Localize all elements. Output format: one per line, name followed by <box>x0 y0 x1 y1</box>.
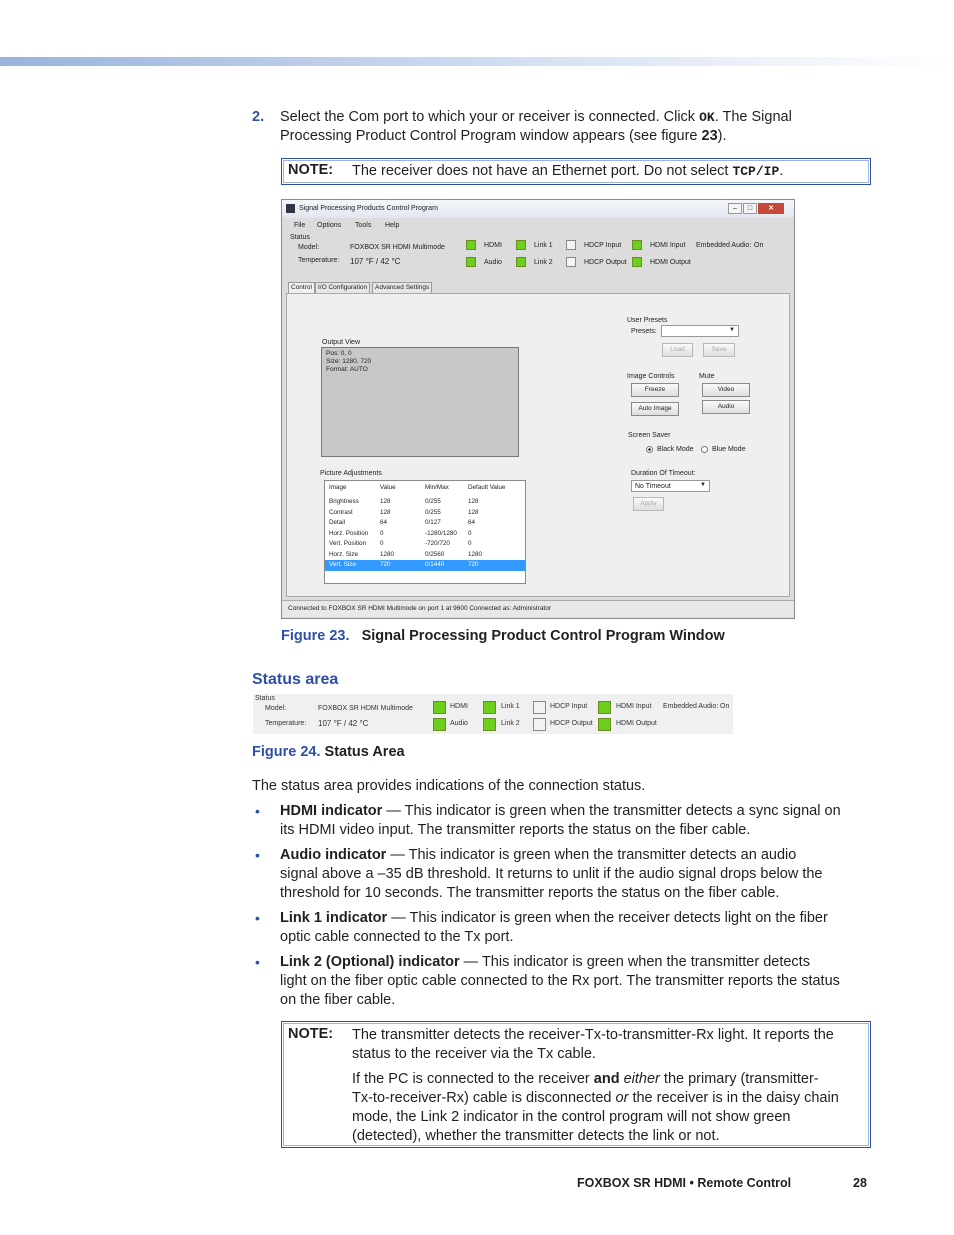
apply-button[interactable]: Apply <box>633 497 664 511</box>
app-icon <box>286 204 295 213</box>
model-value: FOXBOX SR HDMI Multimode <box>318 705 413 712</box>
freeze-button[interactable]: Freeze <box>631 383 679 397</box>
note-line: If the PC is connected to the receiver and either the primary (transmitter- <box>352 1071 819 1087</box>
link1-led <box>483 701 496 714</box>
list-item-line: on the fiber cable. <box>280 992 396 1008</box>
link1-label: Link 1 <box>534 242 553 249</box>
audio-led <box>433 718 446 731</box>
temperature-value: 107 °F / 42 °C <box>318 719 369 728</box>
window-titlebar <box>282 200 794 218</box>
hdcp-input-label: HDCP Input <box>550 703 588 710</box>
temperature-label: Temperature: <box>298 257 340 264</box>
maximize-icon[interactable]: □ <box>743 203 757 214</box>
mute-label: Mute <box>699 373 715 380</box>
note-line: status to the receiver via the Tx cable. <box>352 1046 596 1062</box>
hdmi-input-led <box>632 240 642 250</box>
black-mode-radio[interactable] <box>646 446 653 453</box>
mute-video-button[interactable]: Video <box>702 383 750 397</box>
list-item-line: signal above a –35 dB threshold. It returns to unlit if the audio signal drops below the <box>280 866 823 882</box>
model-label: Model: <box>298 244 320 251</box>
output-format: Format: AUTO <box>326 366 368 373</box>
temperature-value: 107 °F / 42 °C <box>350 257 401 266</box>
menu-options[interactable]: Options <box>317 222 342 229</box>
tab-control[interactable]: Control <box>288 282 315 294</box>
hdmi-output-led <box>598 718 611 731</box>
mute-audio-button[interactable]: Audio <box>702 400 750 414</box>
embedded-audio-value: On <box>754 242 764 249</box>
timeout-dropdown[interactable]: No Timeout ▼ <box>631 480 710 492</box>
output-view-label: Output View <box>322 339 361 346</box>
window-title: Signal Processing Products Control Program <box>299 205 438 212</box>
note-box <box>281 1021 871 1148</box>
hdcp-output-label: HDCP Output <box>550 720 593 727</box>
chevron-down-icon: ▼ <box>729 327 735 333</box>
blue-mode-label: Blue Mode <box>712 446 746 453</box>
footer-product: FOXBOX SR HDMI • Remote Control <box>577 1176 792 1190</box>
table-header: Image Value Min/Max Default Value <box>329 484 506 491</box>
save-button[interactable]: Save <box>703 343 735 357</box>
picture-adjustments-table[interactable] <box>324 480 526 584</box>
tab-io-configuration[interactable]: I/O Configuration <box>315 282 370 294</box>
minimize-icon[interactable]: – <box>728 203 742 214</box>
hdcp-output-led <box>566 257 576 267</box>
hdmi-input-label: HDMI Input <box>650 242 686 249</box>
hdmi-input-label: HDMI Input <box>616 703 652 710</box>
list-item: Link 1 indicator — This indicator is green when the receiver detects light on the fiber <box>280 910 828 926</box>
header-bar <box>0 57 954 66</box>
model-label: Model: <box>265 705 287 712</box>
hdcp-output-label: HDCP Output <box>584 259 627 266</box>
hdmi-label: HDMI <box>450 703 468 710</box>
output-pos: Pos: 0, 0 <box>326 350 352 357</box>
hdcp-output-led <box>533 718 546 731</box>
hdmi-input-led <box>598 701 611 714</box>
table-row[interactable]: Detail 64 0/127 64 <box>329 519 476 526</box>
note-line: mode, the Link 2 indicator in the control program will not show green <box>352 1109 791 1125</box>
temperature-label: Temperature: <box>265 720 307 727</box>
output-view-canvas[interactable] <box>321 347 519 457</box>
note-label: NOTE: <box>288 162 334 178</box>
link1-label: Link 1 <box>501 703 520 710</box>
embedded-audio-label: Embedded Audio: <box>663 703 719 710</box>
list-item-line: threshold for 10 seconds. The transmitter reports the status on the fiber cable. <box>280 885 780 901</box>
hdmi-led <box>466 240 476 250</box>
window-statusbar <box>282 600 794 617</box>
table-row[interactable]: Horz. Position 0 -1280/1280 0 <box>329 529 472 537</box>
audio-led <box>466 257 476 267</box>
status-label: Status <box>255 695 275 702</box>
status-label: Status <box>290 234 310 241</box>
note-line: The transmitter detects the receiver-Tx-to-transmitter-Rx light. It reports the <box>352 1027 834 1043</box>
embedded-audio-value: On <box>720 703 730 710</box>
table-row-selected[interactable]: Vert. Size 720 0/1440 720 <box>325 560 525 571</box>
presets-label: Presets: <box>631 328 657 335</box>
auto-image-button[interactable]: Auto Image <box>631 402 679 416</box>
link2-led <box>516 257 526 267</box>
image-controls-label: Image Controls <box>627 373 675 380</box>
audio-label: Audio <box>450 720 468 727</box>
step-text-line2: Processing Product Control Program window appears (see figure 23). <box>280 128 727 144</box>
hdmi-output-led <box>632 257 642 267</box>
picture-adjustments-label: Picture Adjustments <box>320 470 382 477</box>
bullet-icon: • <box>255 847 260 863</box>
link1-led <box>516 240 526 250</box>
statusbar-text: Connected to FOXBOX SR HDMI Multimode on port 1 at 9600 Connected as: Administrator <box>288 605 552 612</box>
blue-mode-radio[interactable] <box>701 446 708 453</box>
hdmi-label: HDMI <box>484 242 502 249</box>
list-item: HDMI indicator — This indicator is green when the transmitter detects a sync signal on <box>280 803 841 819</box>
hdcp-input-led <box>533 701 546 714</box>
hdmi-output-label: HDMI Output <box>650 259 691 266</box>
hdmi-output-label: HDMI Output <box>616 720 657 727</box>
black-mode-label: Black Mode <box>657 446 694 453</box>
model-value: FOXBOX SR HDMI Multimode <box>350 244 445 251</box>
bullet-icon: • <box>255 954 260 970</box>
screen-saver-label: Screen Saver <box>628 432 671 439</box>
note-text: The receiver does not have an Ethernet port. Do not select TCP/IP. <box>352 163 784 179</box>
status-area-image <box>253 694 733 734</box>
menu-tools[interactable]: Tools <box>355 222 372 229</box>
tab-advanced-settings[interactable]: Advanced Settings <box>372 282 432 294</box>
presets-dropdown[interactable] <box>661 325 739 337</box>
control-program-window <box>281 199 795 619</box>
list-item-line: optic cable connected to the Tx port. <box>280 929 514 945</box>
hdcp-input-led <box>566 240 576 250</box>
hdmi-led <box>433 701 446 714</box>
table-row[interactable]: Brightness 128 0/255 128 <box>329 498 479 505</box>
step-number: 2. <box>252 109 265 125</box>
bullet-icon: • <box>255 910 260 926</box>
link2-led <box>483 718 496 731</box>
user-presets-label: User Presets <box>627 317 668 324</box>
embedded-audio-label: Embedded Audio: <box>696 242 752 249</box>
note-line: Tx-to-receiver-Rx) cable is disconnected or the receiver is in the daisy chain <box>352 1090 839 1106</box>
list-item-line: its HDMI video input. The transmitter reports the status on the fiber cable. <box>280 822 751 838</box>
close-icon[interactable]: ✕ <box>758 203 784 214</box>
note-box <box>281 158 871 185</box>
table-row[interactable]: Horz. Size 1280 0/2560 1280 <box>329 550 483 558</box>
list-item-line: light on the fiber optic cable connected to the Rx port. The transmitter reports the status <box>280 973 840 989</box>
menu-file[interactable]: File <box>294 222 306 229</box>
figure-23-caption: Figure 23. Signal Processing Product Control Program Window <box>281 628 725 644</box>
table-row[interactable]: Vert. Position 0 -720/720 0 <box>329 540 472 547</box>
output-size: Size: 1280, 720 <box>326 358 372 365</box>
list-item: Audio indicator — This indicator is green when the transmitter detects an audio <box>280 847 797 863</box>
link2-label: Link 2 <box>501 720 520 727</box>
page-number: 28 <box>853 1176 867 1190</box>
link2-label: Link 2 <box>534 259 553 266</box>
chevron-down-icon: ▼ <box>700 482 706 488</box>
note-label: NOTE: <box>288 1026 334 1042</box>
section-heading: Status area <box>252 671 339 688</box>
timeout-label: Duration Of Timeout: <box>631 470 696 477</box>
list-item: Link 2 (Optional) indicator — This indicator is green when the transmitter detects <box>280 954 810 970</box>
hdcp-input-label: HDCP Input <box>584 242 622 249</box>
audio-label: Audio <box>484 259 502 266</box>
step-text-line1: Select the Com port to which your or receiver is connected. Click OK. The Signal <box>280 109 792 125</box>
figure-24-caption: Figure 24. Status Area <box>252 744 405 760</box>
intro-paragraph: The status area provides indications of the connection status. <box>252 778 646 794</box>
table-row[interactable]: Contrast 128 0/255 128 <box>329 508 479 516</box>
menu-help[interactable]: Help <box>385 222 400 229</box>
note-line: (detected), whether the transmitter detects the link or not. <box>352 1128 720 1144</box>
load-button[interactable]: Load <box>662 343 693 357</box>
bullet-icon: • <box>255 803 260 819</box>
